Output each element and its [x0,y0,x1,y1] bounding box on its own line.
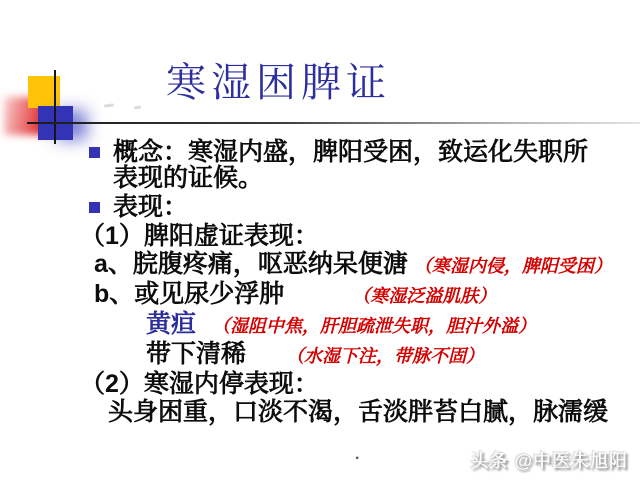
decoration-smudge [104,103,114,107]
section2-symptoms: 头身困重，口淡不渴，舌淡胖苔白腻，脉濡缓 [108,398,609,426]
section1-heading: （1）脾阳虚证表现： [80,222,319,250]
watermark-toutiao: 头条 @中医朱旭阳 [470,451,628,471]
item-a-row [80,251,636,279]
item-a-text: a、脘腹疼痛，呕恶纳呆便溏 [94,250,408,278]
section2-heading: （2）寒湿内停表现： [80,370,319,398]
item-b-text: b、或见尿少浮肿 [94,280,285,308]
item-jaundice-text: 黄疸 [146,310,197,338]
item-a-note: （寒湿内侵，脾阳受困） [413,256,612,276]
item-b-row [80,281,636,309]
manifestation-bullet-row [80,194,636,220]
item-jaundice-row [80,311,636,339]
decoration-smudge [134,106,141,110]
item-leukorrhea-row [80,341,636,369]
footer-dot: . [355,446,360,463]
bullet-square-icon [89,147,100,158]
slide-title: 寒湿困脾证 [166,61,391,105]
item-leukorrhea-text: 带下清稀 [146,340,247,368]
item-leukorrhea-note: （水湿下注，带脉不固） [286,346,485,366]
slide-body [80,139,636,427]
item-b-note: （寒湿泛溢肌肤） [352,286,497,306]
concept-text: 概念：寒湿内盛，脾阳受困，致运化失职所表现的证候。 [113,138,589,192]
title-separator-line [27,122,640,124]
manifestation-label: 表现： [113,193,189,221]
decoration-vertical-line [54,70,56,144]
bullet-square-icon [89,202,100,213]
item-jaundice-note: （湿阻中焦，肝胆疏泄失职，胆汁外溢） [212,316,537,336]
concept-bullet-row [80,139,636,191]
